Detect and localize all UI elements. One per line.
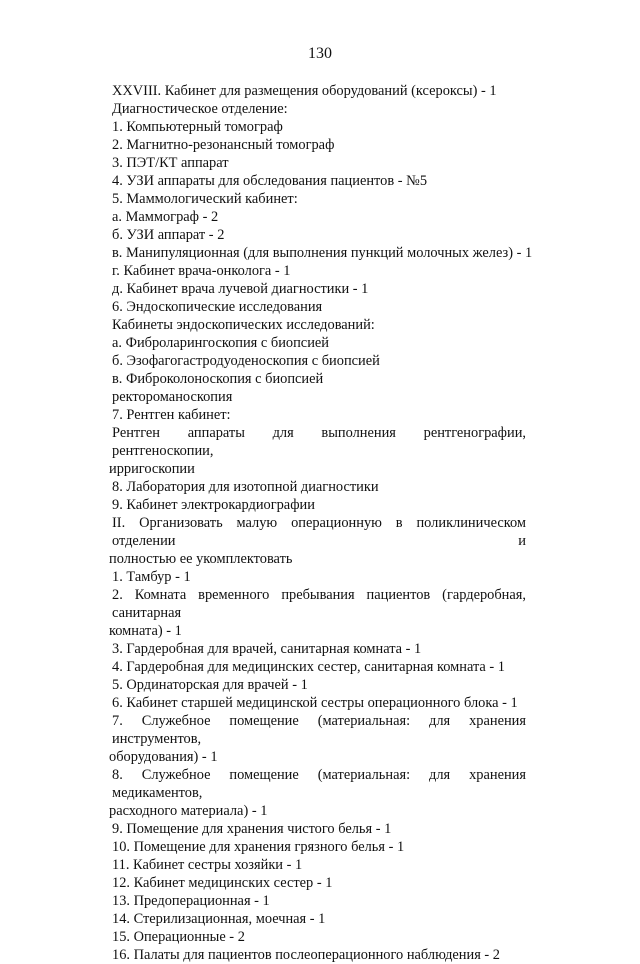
list-item: 11. Кабинет сестры хозяйки - 1 bbox=[112, 857, 303, 873]
list-item: б. Эзофагогастродуоденоскопия с биопсией bbox=[112, 353, 380, 369]
section-ii-line-1: II. Организовать малую операционную в поликлиническом отделении и bbox=[112, 515, 526, 549]
xray-paragraph-line-1: Рентген аппараты для выполнения рентгенографии, рентгеноскопии, bbox=[112, 425, 526, 459]
item-7-line-1: 7. Служебное помещение (материальная: для хранения инструментов, bbox=[112, 713, 526, 747]
list-item: 1. Компьютерный томограф bbox=[112, 119, 283, 135]
list-item: 16. Палаты для пациентов послеоперационного наблюдения - 2 bbox=[112, 947, 501, 963]
list-item: 12. Кабинет медицинских сестер - 1 bbox=[112, 875, 333, 891]
item-8-paragraph bbox=[109, 766, 526, 820]
list-item: 8. Лаборатория для изотопной диагностики bbox=[112, 479, 379, 495]
list-item: д. Кабинет врача лучевой диагностики - 1 bbox=[112, 281, 369, 297]
list-item: 6. Кабинет старшей медицинской сестры операционного блока - 1 bbox=[112, 695, 518, 711]
list-item: 3. ПЭТ/КТ аппарат bbox=[112, 155, 229, 171]
list-item: 4. УЗИ аппараты для обследования пациентов - №5 bbox=[112, 173, 428, 189]
page-number: 130 bbox=[308, 45, 332, 62]
item-2-line-2: комната) - 1 bbox=[109, 623, 182, 639]
list-item: а. Маммограф - 2 bbox=[112, 209, 219, 225]
item-2-paragraph bbox=[109, 586, 526, 640]
item-7-paragraph bbox=[109, 712, 526, 766]
list-item: 3. Гардеробная для врачей, санитарная комната - 1 bbox=[112, 641, 422, 657]
section-ii-paragraph bbox=[109, 514, 526, 568]
section-ii-line-2: полностью ее укомплектовать bbox=[109, 551, 293, 567]
xray-paragraph-line-2: ирригоскопии bbox=[109, 461, 195, 477]
list-item: 7. Рентген кабинет: bbox=[112, 407, 231, 423]
list-item: 6. Эндоскопические исследования bbox=[112, 299, 323, 315]
list-item: 15. Операционные - 2 bbox=[112, 929, 245, 945]
list-item: Кабинеты эндоскопических исследований: bbox=[112, 317, 375, 333]
item-2-line-1: 2. Комната временного пребывания пациентов (гардеробная, санитарная bbox=[112, 587, 526, 621]
list-item: ректороманоскопия bbox=[112, 389, 233, 405]
list-item: в. Фиброколоноскопия с биопсией bbox=[112, 371, 324, 387]
item-8-line-2: расходного материала) - 1 bbox=[109, 803, 268, 819]
item-8-line-1: 8. Служебное помещение (материальная: для хранения медикаментов, bbox=[112, 767, 526, 801]
list-item: 10. Помещение для хранения грязного белья - 1 bbox=[112, 839, 405, 855]
list-item: 9. Помещение для хранения чистого белья - 1 bbox=[112, 821, 392, 837]
xray-paragraph bbox=[109, 424, 526, 478]
list-item: 5. Ординаторская для врачей - 1 bbox=[112, 677, 308, 693]
list-item: 13. Предоперационная - 1 bbox=[112, 893, 270, 909]
list-item: 5. Маммологический кабинет: bbox=[112, 191, 298, 207]
section-xxviii-line: XXVIII. Кабинет для размещения оборудований (ксероксы) - 1 bbox=[112, 83, 497, 99]
list-item: 4. Гардеробная для медицинских сестер, санитарная комната - 1 bbox=[112, 659, 506, 675]
list-item: г. Кабинет врача-онколога - 1 bbox=[112, 263, 291, 279]
list-item: 1. Тамбур - 1 bbox=[112, 569, 191, 585]
list-item: б. УЗИ аппарат - 2 bbox=[112, 227, 225, 243]
diagnostic-department-heading: Диагностическое отделение: bbox=[112, 101, 288, 117]
document-body bbox=[109, 82, 533, 964]
item-7-line-2: оборудования) - 1 bbox=[109, 749, 218, 765]
list-item: а. Фиброларингоскопия с биопсией bbox=[112, 335, 329, 351]
list-item: 9. Кабинет электрокардиографии bbox=[112, 497, 315, 513]
list-item: 2. Магнитно-резонансный томограф bbox=[112, 137, 335, 153]
list-item: в. Манипуляционная (для выполнения пункций молочных желез) - 1 bbox=[112, 245, 533, 261]
list-item: 14. Стерилизационная, моечная - 1 bbox=[112, 911, 326, 927]
